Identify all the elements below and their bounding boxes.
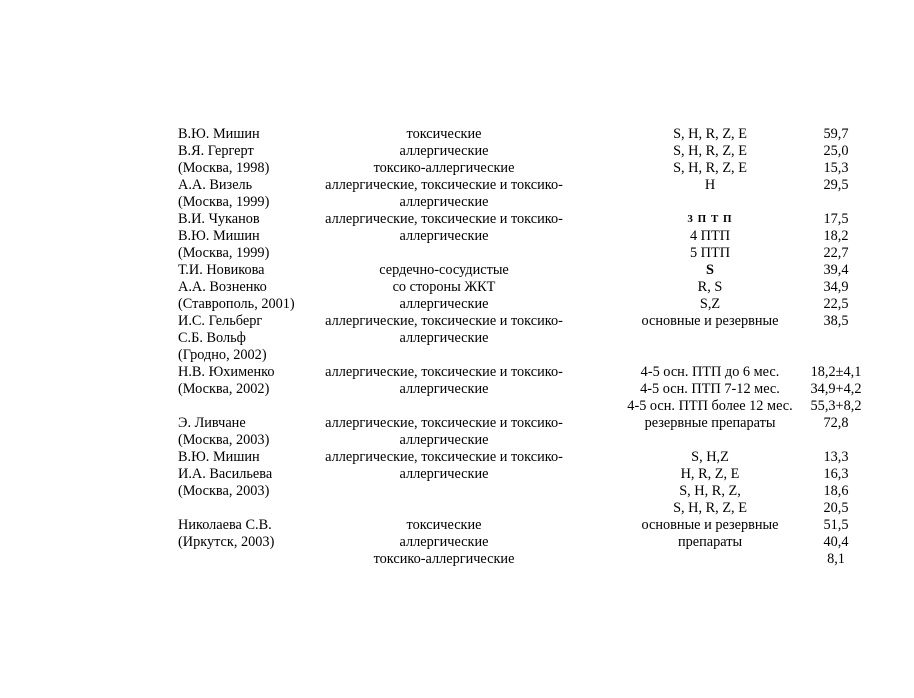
effect-cell: аллергические: [399, 330, 489, 346]
table-row: [178, 449, 884, 466]
value-cell: 15,3: [823, 160, 849, 176]
table-row: [178, 432, 884, 449]
scheme-cell: S, H, R, Z,: [679, 483, 741, 499]
scheme-cell: основные и резервные: [641, 517, 779, 533]
table-row: [178, 398, 884, 415]
scheme-cell: резервные препараты: [644, 415, 776, 431]
table-row: [178, 126, 884, 143]
effect-cell: аллергические: [399, 228, 489, 244]
table-row: [178, 160, 884, 177]
table-row: [178, 466, 884, 483]
scheme-cell: основные и резервные: [641, 313, 779, 329]
scheme-cell: 3 П Т П: [687, 213, 733, 225]
scheme-cell: 4 ПТП: [689, 228, 731, 244]
table-row: [178, 177, 884, 194]
value-cell: 55,3+8,2: [810, 398, 862, 414]
effect-cell: аллергические, токсические и токсико-: [325, 177, 563, 193]
effect-cell: со стороны ЖКТ: [392, 279, 496, 295]
value-cell: 38,5: [823, 313, 849, 329]
author-cell: (Москва, 2003): [178, 483, 270, 499]
table-row: [178, 415, 884, 432]
author-cell: А.А. Возненко: [178, 279, 267, 295]
effect-cell: токсические: [406, 126, 482, 142]
value-cell: 59,7: [823, 126, 849, 142]
author-cell: (Иркутск, 2003): [178, 534, 275, 550]
table-row: [178, 347, 884, 364]
author-cell: А.А. Визель: [178, 177, 253, 193]
author-cell: В.Ю. Мишин: [178, 449, 260, 465]
scheme-cell: R, S: [697, 279, 723, 295]
value-cell: 17,5: [823, 211, 849, 227]
table-row: [178, 483, 884, 500]
table-row: [178, 330, 884, 347]
table-row: [178, 517, 884, 534]
effect-cell: аллергические, токсические и токсико-: [325, 415, 563, 431]
effect-cell: аллергические: [399, 534, 489, 550]
table-row: [178, 262, 884, 279]
value-cell: 40,4: [823, 534, 849, 550]
scheme-cell: 4-5 осн. ПТП 7-12 мес.: [640, 381, 780, 397]
scheme-cell: 4-5 осн. ПТП до 6 мес.: [640, 364, 780, 380]
table-row: [178, 211, 884, 228]
scheme-cell: 5 ПТП: [689, 245, 731, 261]
author-cell: И.С. Гельберг: [178, 313, 263, 329]
author-cell: В.И. Чуканов: [178, 211, 260, 227]
author-cell: Н.В. Юхименко: [178, 364, 275, 380]
effect-cell: аллергические: [399, 432, 489, 448]
table-row: [178, 313, 884, 330]
effect-cell: аллергические, токсические и токсико-: [325, 211, 563, 227]
effect-cell: аллергические: [399, 143, 489, 159]
value-cell: 18,2±4,1: [810, 364, 862, 380]
value-cell: 18,2: [823, 228, 849, 244]
effect-cell: сердечно-сосудистые: [379, 262, 509, 278]
value-cell: 16,3: [823, 466, 849, 482]
scheme-cell: S, H,Z: [691, 449, 729, 465]
author-cell: В.Ю. Мишин: [178, 228, 260, 244]
effect-cell: аллергические: [399, 296, 489, 312]
author-cell: (Москва, 2003): [178, 432, 270, 448]
table-row: [178, 194, 884, 211]
scheme-cell: S, H, R, Z, E: [673, 160, 747, 176]
author-cell: (Москва, 2002): [178, 381, 270, 397]
effect-cell: аллергические: [399, 466, 489, 482]
value-cell: 22,7: [823, 245, 849, 261]
table-row: [178, 279, 884, 296]
author-cell: (Москва, 1998): [178, 160, 270, 176]
effect-cell: аллергические, токсические и токсико-: [325, 313, 563, 329]
author-cell: И.А. Васильева: [178, 466, 273, 482]
scheme-cell: S,Z: [699, 296, 721, 312]
scheme-cell: S: [706, 262, 714, 278]
scheme-cell: S, H, R, Z, E: [673, 126, 747, 142]
value-cell: 51,5: [823, 517, 849, 533]
scheme-cell: 4-5 осн. ПТП более 12 мес.: [627, 398, 793, 414]
table-row: [178, 500, 884, 517]
value-cell: 22,5: [823, 296, 849, 312]
table-row: [178, 228, 884, 245]
effect-cell: аллергические: [399, 381, 489, 397]
author-cell: Э. Ливчане: [178, 415, 246, 431]
effect-cell: токсико-аллергические: [373, 160, 515, 176]
document-table: [178, 126, 884, 568]
table-row: [178, 296, 884, 313]
author-cell: (Москва, 1999): [178, 245, 270, 261]
value-cell: 13,3: [823, 449, 849, 465]
scheme-cell: H: [704, 177, 716, 193]
value-cell: 20,5: [823, 500, 849, 516]
effect-cell: аллергические, токсические и токсико-: [325, 364, 563, 380]
effect-cell: аллергические, токсические и токсико-: [325, 449, 563, 465]
table-row: [178, 381, 884, 398]
author-cell: С.Б. Вольф: [178, 330, 246, 346]
scheme-cell: препараты: [677, 534, 743, 550]
scheme-cell: H, R, Z, E: [680, 466, 740, 482]
value-cell: 34,9+4,2: [810, 381, 862, 397]
table-row: [178, 551, 884, 568]
value-cell: 29,5: [823, 177, 849, 193]
table-row: [178, 245, 884, 262]
effect-cell: токсические: [406, 517, 482, 533]
scheme-cell: S, H, R, Z, E: [673, 143, 747, 159]
author-cell: (Москва, 1999): [178, 194, 270, 210]
value-cell: 72,8: [823, 415, 849, 431]
value-cell: 8,1: [827, 551, 845, 567]
table-row: [178, 364, 884, 381]
value-cell: 25,0: [823, 143, 849, 159]
value-cell: 18,6: [823, 483, 849, 499]
scheme-cell: S, H, R, Z, E: [673, 500, 747, 516]
effect-cell: аллергические: [399, 194, 489, 210]
author-cell: В.Я. Гергерт: [178, 143, 254, 159]
author-cell: Николаева С.В.: [178, 517, 272, 533]
author-cell: (Ставрополь, 2001): [178, 296, 295, 312]
value-cell: 34,9: [823, 279, 849, 295]
author-cell: (Гродно, 2002): [178, 347, 267, 363]
table-row: [178, 143, 884, 160]
author-cell: В.Ю. Мишин: [178, 126, 260, 142]
author-cell: Т.И. Новикова: [178, 262, 265, 278]
effect-cell: токсико-аллергические: [373, 551, 515, 567]
value-cell: 39,4: [823, 262, 849, 278]
table-row: [178, 534, 884, 551]
